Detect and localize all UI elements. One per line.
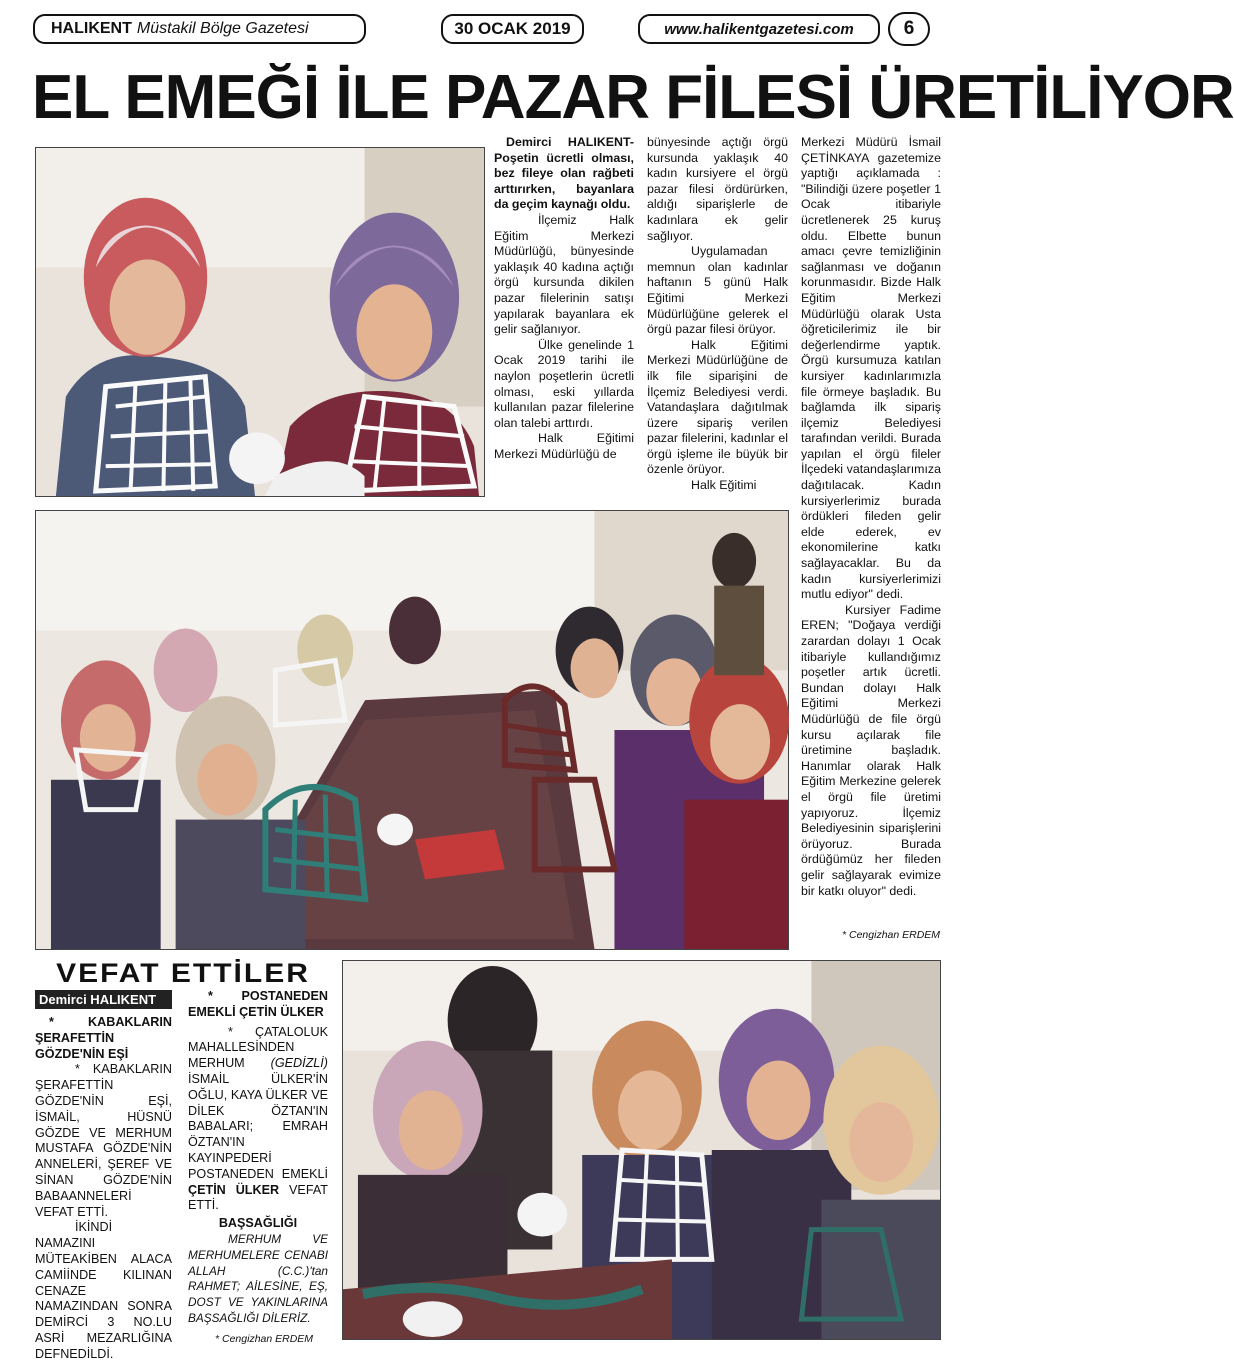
obituary-heading: * KABAKLARIN ŞERAFETTİN GÖZDE'NİN EŞİ [35, 1015, 172, 1061]
article-column-2 [647, 135, 788, 494]
article-paragraph: Uygulamadan memnun olan kadınlar haftanın 5 günü Halk Eğitimi Merkezi Müdürlüğüne gelerek el örgü pazar filesi örüyor. [647, 244, 788, 337]
article-paragraph: Ülke genelinde 1 Ocak 2019 tarihi ile naylon poşetlerin ücretli olması, eski yıllarda kullanılan pazar filelerine olan talebi arttırdı. [494, 337, 634, 430]
website-link[interactable]: www.halikentgazetesi.com [638, 14, 880, 44]
obituary-credit: * Cengizhan ERDEM [215, 1333, 314, 1345]
obituary-title: VEFAT ETTİLER [56, 958, 310, 989]
brand-subtitle: Müstakil Bölge Gazetesi [136, 20, 309, 37]
obituary-text: * ÇATALOLUK MAHALLESİNDEN MERHUM (GEDİZLİ) İSMAİL ÜLKER'İN OĞLU, KAYA ÜLKER VE DİLEK ÖZTAN'IN BABALARI; EMRAH ÖZTAN'IN KAYINPEDERİ POSTANEDEN EMEKLİ ÇETİN ÜLKER VEFAT ETTİ. [188, 1024, 328, 1213]
condolence-text: MERHUM VE MERHUMELERE CENABI ALLAH (C.C.)'tan RAHMET; AİLESİNE, EŞ, DOST VE YAKINLARINA BAŞSAĞLIĞI DİLERİZ. [188, 1231, 328, 1325]
article-paragraph: bünyesinde açtığı örgü kursunda yaklaşık 40 kadın kursiyere el örgü pazar filesi ördürürken, aldığı siparişlerle de kadınlara ek gelir sağlıyor. [647, 135, 788, 243]
article-credit: * Cengizhan ERDEM [842, 929, 941, 941]
obituary-text: * KABAKLARIN ŞERAFETTİN GÖZDE'NİN EŞİ, İSMAİL, HÜSNÜ GÖZDE VE MERHUM MUSTAFA GÖZDE'NİN ANNELERİ, ŞEREF VE SİNAN GÖZDE'NİN BABAANNELERİ VEFAT ETTİ. [35, 1062, 172, 1219]
article-paragraph: Halk Eğitimi [691, 478, 757, 493]
obituary-heading: * POSTANEDEN EMEKLİ ÇETİN ÜLKER [188, 989, 328, 1019]
article-column-1 [494, 135, 634, 462]
issue-date: 30 OCAK 2019 [441, 14, 584, 44]
article-paragraph: Kursiyer Fadime EREN; "Doğaya verdiği zarardan dolayı 1 Ocak itibariyle kullandığımız poşetler artık ücretli. Bundan dolayı Halk Eğitimi Merkezi Müdürlüğü de file örgü kursu açılarak file üretimine başladık. Hanımlar olarak Halk Eğitim Merkezine gelerek el örgü file üretimi yapıyoruz. İlçemiz Belediyesinin siparişlerini örüyoruz. Burada ördüğümüz her fileden gelir sağlayarak evimize bir katkı oluyor" dedi. [801, 602, 941, 898]
article-paragraph: Halk Eğitimi Merkezi Müdürlüğüne de ilk file siparişini de İlçemiz Belediyesi verdi. Vatandaşlara dağıtılmak üzere sipariş verilen pazar filelerini, kadınlar el örgü işleme ile büyük bir özenle örüyor. [647, 337, 788, 477]
obituary-location-tag: Demirci HALIKENT [35, 990, 172, 1009]
photo-group-knitting-table [35, 510, 789, 950]
headline: EL EMEĞİ İLE PAZAR FİLESİ ÜRETİLİYOR [32, 63, 1234, 132]
article-paragraph: Halk Eğitimi Merkezi Müdürlüğü de [494, 431, 634, 461]
obituary-column-2 [188, 989, 328, 1327]
article-column-3 [801, 135, 941, 899]
article-paragraph: İlçemiz Halk Eğitim Merkezi Müdürlüğü, bünyesinde yaklaşık 40 kadına açtığı örgü kursunda dikilen pazar filelerinin satışı yapılarak bayanlara ek gelir sağlanıyor. [494, 212, 634, 337]
condolence-title: BAŞSAĞLIĞI [218, 1216, 298, 1231]
obituary-text: İKİNDİ NAMAZINI MÜTEAKİBEN ALACA CAMİİNDE KILINAN CENAZE NAMAZINDAN SONRA DEMİRCİ 3 NO.LU ASRİ MEZARLIĞINA DEFNEDİLDİ. [35, 1220, 172, 1361]
photo-two-women-knitting [35, 147, 485, 497]
masthead-label [33, 14, 366, 44]
obituary-column-1 [35, 1015, 172, 1363]
page-number: 6 [888, 12, 930, 46]
brand-name: HALIKENT [51, 20, 132, 37]
photo-women-knitting-lower [342, 960, 941, 1340]
article-lead: Demirci HALIKENT- Poşetin ücretli olması, bez fileye olan rağbeti arttırırken, bayanlara da geçim kaynağı oldu. [494, 135, 634, 212]
article-paragraph: Merkezi Müdürü İsmail ÇETİNKAYA gazetemize yaptığı açıklamada : "Bilindiği üzere poşetler 1 Ocak itibariyle ücretlenerek 25 kuruş oldu. Elbette bunun amacı çevre temizliğinin sağlanması ve doğanın korunmasıdır. Bizde Halk Eğitim Merkezi Müdürlüğü olarak Usta öğreticilerimiz ile bir değerlendirme yaptık. Örgü kursumuza katılan kursiyer kadınlarımızla file örmeye başladık. Bu bağlamda ilk sipariş ilçemiz Belediyesi tarafından verildi. Burada yapılan el örgü fileler İlçedeki vatandaşlarımıza dağıtılacak. Kadın kursiyerlerimiz burada ördükleri fileden gelir elde ederek, ev ekonomilerine katkı sağlayacaklar. Bu da kadın kursiyerlerimizi mutlu ediyor" dedi. [801, 135, 941, 602]
